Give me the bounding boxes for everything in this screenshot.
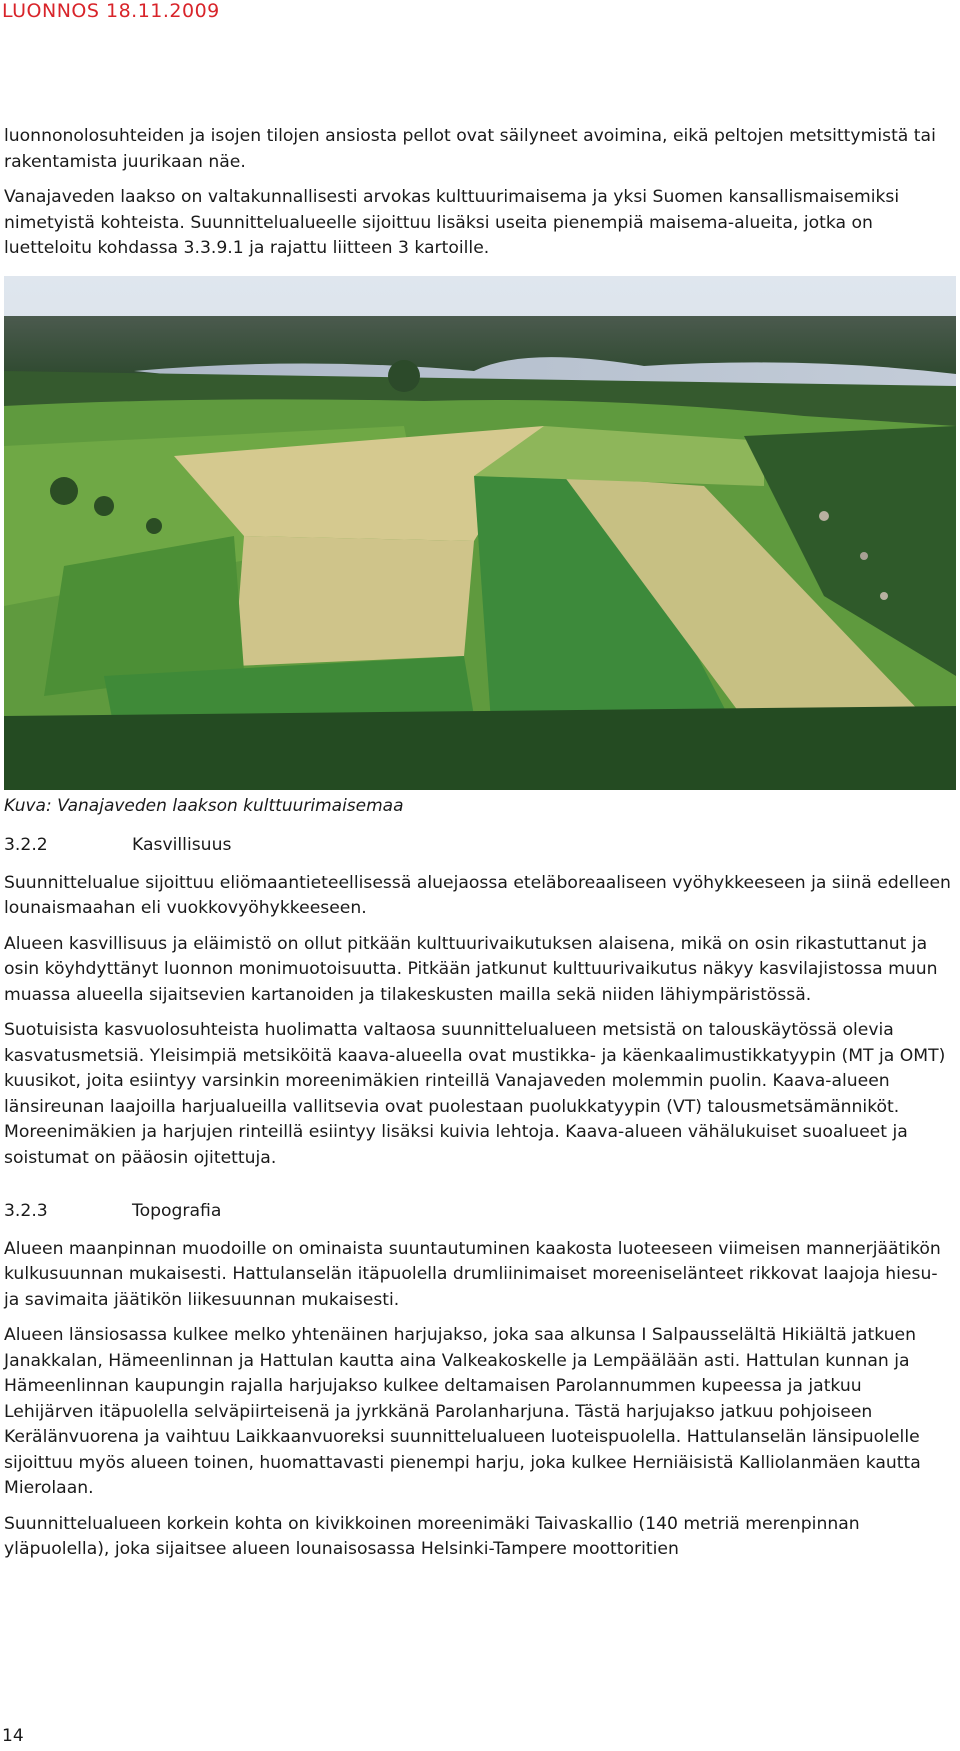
intro-paragraph: Vanajaveden laakso on valtakunnallisesti arvokas kulttuurimaisema ja yksi Suomen kansallismaisemiksi nimetyistä kohteista. Suunnittelualueelle sijoittuu lisäksi useita pienempiä maisema-alueita, jotka on luetteloitu kohdassa 3.3.9.1 ja rajattu liitteen 3 kartoille. [4, 187, 900, 258]
aerial-photo-image [4, 276, 956, 790]
body-paragraph: Suunnittelualue sijoittuu eliömaantieteellisessä aluejaossa eteläboreaaliseen vyöhykkeeseen ja siinä edelleen lounaismaahan eli vuokkovyöhykkeeseen. [4, 872, 951, 918]
photo-caption: Kuva: Vanajaveden laakson kulttuurimaisemaa [4, 796, 404, 816]
sections [4, 833, 956, 1573]
body-paragraph: Alueen maanpinnan muodoille on ominaista suuntautuminen kaakosta luoteeseen viimeisen mannerjäätikön kulkusuunnan mukaisesti. Hattulanselän itäpuolella drumliinimaiset moreeniselänteet rikkovat laajoja hiesu- ja savimaita jäätikön liikesuunnan mukaisesti. [4, 1238, 941, 1310]
body-paragraph: Alueen länsiosassa kulkee melko yhtenäinen harjujakso, joka saa alkunsa I Salpausselältä Hikiältä jatkuen Janakkalan, Hämeenlinnan ja Hattulan kautta aina Valkeakoskelle ja Lempäälään asti. Hattulan kunnan ja Hämeenlinnan kaupungin rajalla harjujakso kulkee deltamaisen Parolannummen kupeessa ja jatkuu Lehijärven itäpuolella selväpiirteisenä ja jyrkkänä Parolanharjuna. Tästä harjujakso jatkuu pohjoiseen Kerälänvuorena ja vaihtuu Laikkaanvuoreksi suunnittelualueen luoteispuolella. Hattulanselän länsipuolelle sijoittuu myös alueen toinen, huomattavasti pienempi harju, joka kulkee Herniäisistä Kalliolanmäen kautta Mierolaan. [4, 1325, 921, 1498]
section-title: Topografia [132, 1201, 222, 1221]
body-paragraph: Alueen kasvillisuus ja eläimistö on ollut pitkään kulttuurivaikutuksen alaisena, mikä on osin rikastuttanut ja osin köyhdyttänyt luonnon monimuotoisuutta. Pitkään jatkunut kulttuurivaikutus näkyy kasvilajistossa muun muassa alueella sijaitsevien kartanoiden ja tilakeskusten mailla sekä niiden lähiympäristössä. [4, 933, 938, 1005]
section-heading-topography [4, 1199, 956, 1225]
draft-date-header: LUONNOS 18.11.2009 [2, 0, 220, 22]
page-number: 14 [2, 1726, 24, 1746]
section-heading-vegetation [4, 833, 956, 859]
section-title: Kasvillisuus [132, 835, 232, 855]
section-number: 3.2.3 [4, 1201, 48, 1221]
intro-text [4, 124, 956, 272]
body-paragraph: Suunnittelualueen korkein kohta on kivikkoinen moreenimäki Taivaskallio (140 metriä merenpinnan yläpuolella), joka sijaitsee alueen lounaisosassa Helsinki-Tampere moottoritien [4, 1513, 860, 1559]
intro-paragraph: luonnonolosuhteiden ja isojen tilojen ansiosta pellot ovat säilyneet avoimina, eikä peltojen metsittymistä tai rakentamista juurikaan näe. [4, 126, 936, 172]
body-paragraph: Suotuisista kasvuolosuhteista huolimatta valtaosa suunnittelualueen metsistä on talouskäytössä olevia kasvatusmetsiä. Yleisimpiä metsiköitä kaava-alueella ovat mustikka- ja käenkaalimustikkatyypin (MT ja OMT) kuusikot, joita esiintyy varsinkin moreenimäkien rinteillä Vanajaveden molemmin puolin. Kaava-alueen länsireunan laajoilla harjualueilla vallitsevia ovat puolestaan puolukkatyypin (VT) talousmetsämänniköt. Moreenimäkien ja harjujen rinteillä esiintyy lisäksi kuivia lehtoja. Kaava-alueen vähälukuiset suoalueet ja soistumat on pääosin ojitettuja. [4, 1020, 946, 1168]
landscape-photo [4, 276, 956, 790]
section-number: 3.2.2 [4, 835, 48, 855]
